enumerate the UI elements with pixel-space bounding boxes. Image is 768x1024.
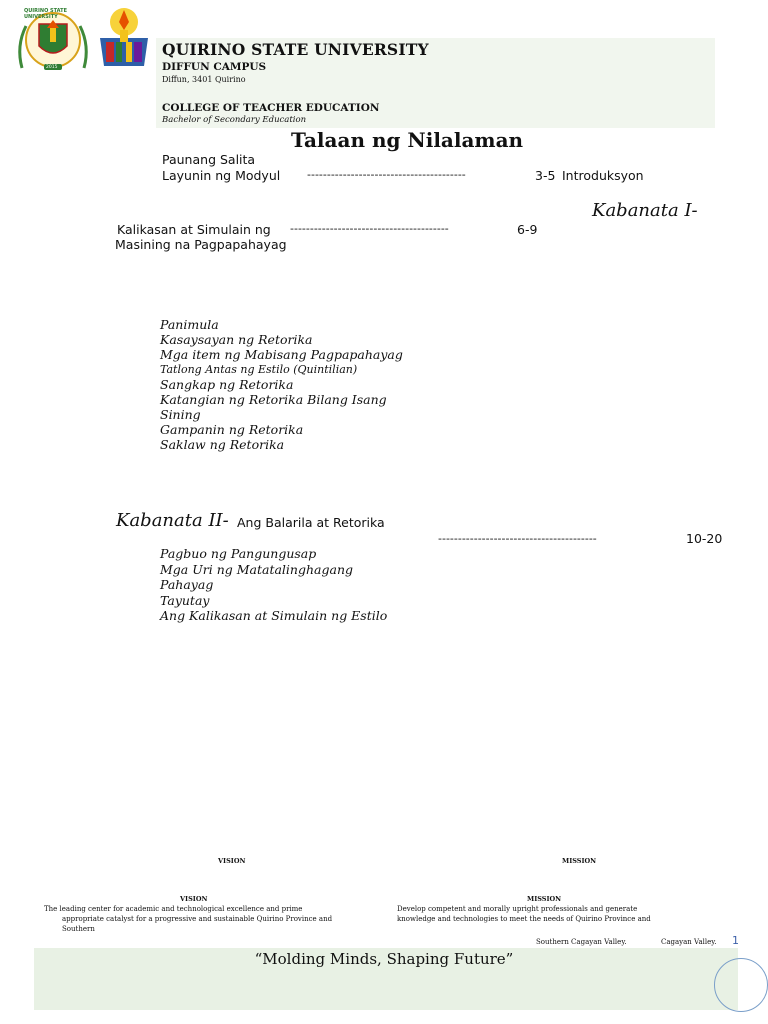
seal-text: QUIRINO STATE UNIVERSITY bbox=[24, 8, 67, 20]
chapter-1-topic: Kalikasan at Simulain ng bbox=[117, 222, 271, 237]
footer-region-right: Cagayan Valley. bbox=[661, 938, 717, 946]
chapter-2-subtopics bbox=[160, 546, 460, 624]
campus-name: DIFFUN CAMPUS bbox=[162, 61, 267, 73]
chapter-1-topic-cont: Masining na Pagpapahayag bbox=[115, 237, 287, 252]
subtopic-item: Gampanin ng Retorika bbox=[160, 422, 304, 437]
subtopic-item: Tatlong Antas ng Estilo (Quintilian) bbox=[160, 363, 358, 376]
vision-label: VISION bbox=[180, 895, 208, 903]
vision-text-line2: appropriate catalyst for a progressive and sustainable Quirino Province and bbox=[62, 915, 333, 923]
vision-text-line3: Southern bbox=[62, 925, 95, 933]
toc-leader-dots: ---------------------------------------- bbox=[307, 168, 466, 181]
subtopic-item: Sining bbox=[160, 407, 201, 422]
subtopic-item: Pagbuo ng Pangungusap bbox=[160, 546, 317, 561]
mission-label-top: MISSION bbox=[562, 857, 597, 865]
seal-year: 2015 bbox=[46, 65, 58, 70]
toc-introduction: Introduksyon bbox=[562, 168, 644, 183]
footer-region-left: Southern Cagayan Valley. bbox=[536, 938, 627, 946]
page-number: 1 bbox=[732, 934, 739, 947]
chapter-2-topic: Ang Balarila at Retorika bbox=[237, 515, 385, 530]
subtopic-item: Katangian ng Retorika Bilang Isang bbox=[160, 392, 387, 407]
chapter-1-subtopics bbox=[160, 317, 460, 452]
subtopic-item: Pahayag bbox=[160, 577, 214, 592]
vision-label-top: VISION bbox=[218, 857, 246, 865]
subtopic-item: Kasaysayan ng Retorika bbox=[160, 332, 313, 347]
mission-text-line1: Develop competent and morally upright professionals and generate bbox=[397, 905, 638, 913]
toc-foreword: Paunang Salita bbox=[162, 152, 256, 167]
university-name: QUIRINO STATE UNIVERSITY bbox=[162, 40, 429, 59]
program-name: Bachelor of Secondary Education bbox=[162, 115, 307, 125]
subtopic-item: Panimula bbox=[160, 317, 219, 332]
subtopic-item: Sangkap ng Retorika bbox=[160, 377, 294, 392]
subtopic-item: Mga Uri ng Matatalinghagang bbox=[160, 561, 353, 577]
chapter-2-pages: 10-20 bbox=[686, 531, 723, 546]
college-name: COLLEGE OF TEACHER EDUCATION bbox=[162, 102, 380, 114]
college-torch-logo bbox=[96, 4, 152, 74]
chapter-2-heading: Kabanata II- bbox=[116, 510, 229, 531]
chapter-1-heading: Kabanata I- bbox=[592, 200, 698, 221]
mission-label: MISSION bbox=[527, 895, 562, 903]
chapter-1-leader-dots: ---------------------------------------- bbox=[290, 222, 449, 235]
subtopic-item: Saklaw ng Retorika bbox=[160, 437, 285, 452]
chapter-1-pages: 6-9 bbox=[517, 222, 538, 237]
decorative-circle-icon bbox=[714, 958, 768, 1012]
toc-page-range: 3-5 bbox=[535, 168, 556, 183]
vision-text-line1: The leading center for academic and technological excellence and prime bbox=[44, 905, 303, 913]
university-seal-logo bbox=[14, 6, 92, 76]
chapter-2-leader-dots: ---------------------------------------- bbox=[438, 532, 597, 545]
subtopic-item: Ang Kalikasan at Simulain ng Estilo bbox=[160, 608, 388, 623]
campus-address: Diffun, 3401 Quirino bbox=[162, 75, 246, 84]
motto-text: “Molding Minds, Shaping Future” bbox=[254, 950, 514, 968]
subtopic-item: Mga item ng Mabisang Pagpapahayag bbox=[160, 347, 403, 362]
subtopic-item: Tayutay bbox=[160, 592, 210, 608]
mission-text-line2: knowledge and technologies to meet the needs of Quirino Province and bbox=[397, 915, 651, 923]
toc-module-objectives: Layunin ng Modyul bbox=[162, 168, 281, 183]
page-title: Talaan ng Nilalaman bbox=[291, 128, 524, 152]
